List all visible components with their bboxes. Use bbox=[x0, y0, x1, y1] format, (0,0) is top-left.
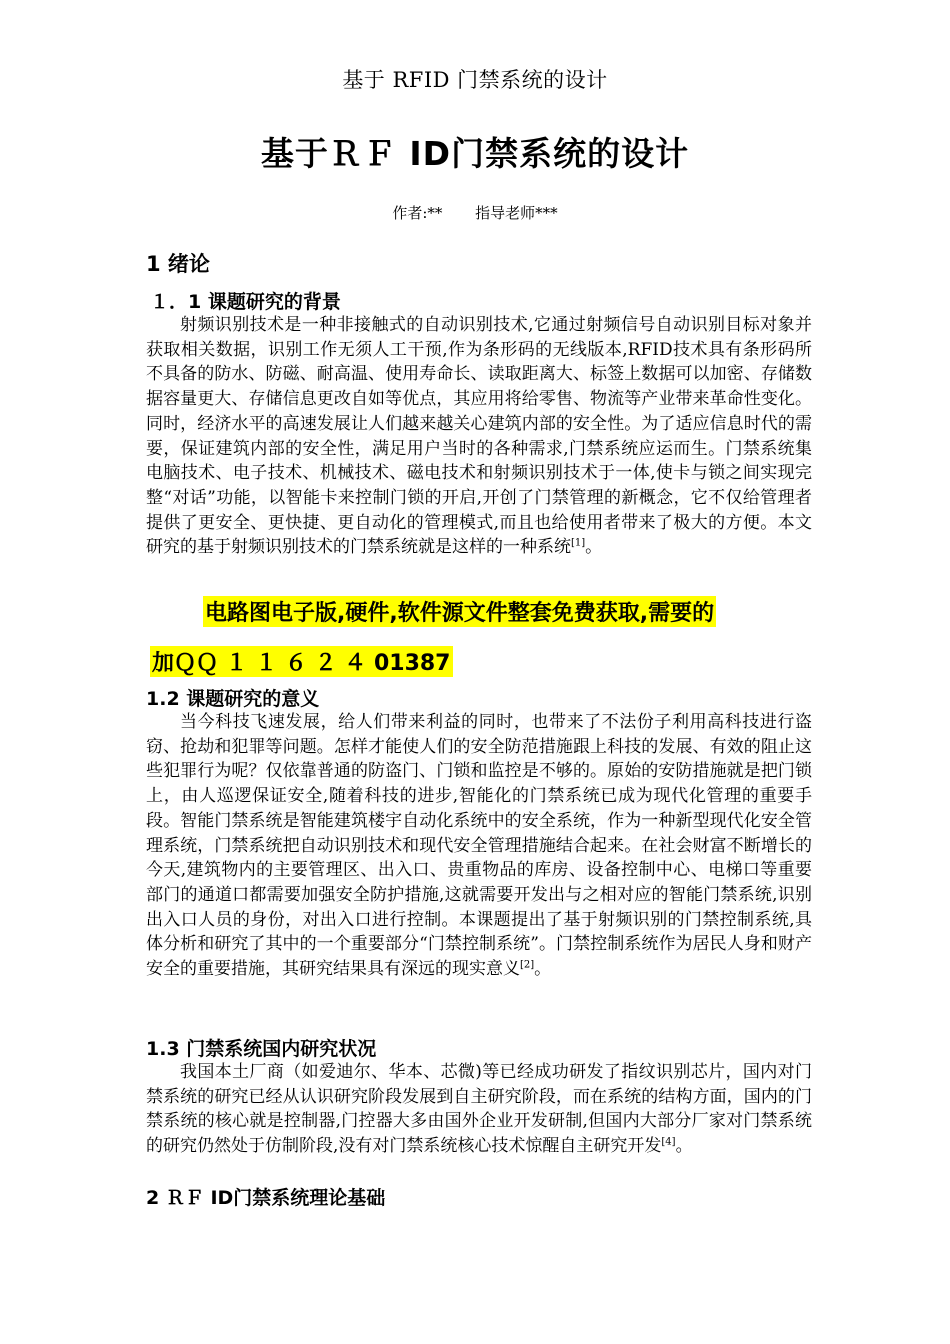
promo-line-1: 电路图电子版,硬件,软件源文件整套免费获取,需要的 bbox=[203, 596, 716, 627]
author-line bbox=[0, 202, 950, 223]
paragraph-end: 。 bbox=[534, 959, 552, 980]
section-heading-1-3: 1.3 门禁系统国内研究状况 bbox=[146, 1038, 377, 1060]
running-header: 基于 RFID 门禁系统的设计 bbox=[342, 68, 608, 92]
paragraph-domestic-status bbox=[146, 1060, 812, 1159]
paragraph-end: 。 bbox=[585, 537, 603, 558]
citation-ref: [1] bbox=[571, 537, 586, 549]
paragraph-text: 当今科技飞速发展，给人们带来利益的同时，也带来了不法份子利用高科技进行盗窃、抢劫和犯罪等问题。怎样才能使人们的安全防范措施跟上科技的发展、有效的阻止这些犯罪行为呢？仅依靠普通的防盗门、门锁和监控是不够的。原始的安防措施就是把门锁上，由人巡逻保证安全,随着科技的进步,智能化的门禁系统已成为现代化管理的重要手段。智能门禁系统是智能建筑楼宇自动化系统中的安全系统，作为一种新型现代化安全管理系统，门禁系统把自动识别技术和现代安全管理措施结合起来。在社会财富不断增长的今天,建筑物内的主要管理区、出入口、贵重物品的库房、设备控制中心、电梯口等重要部门的通道口都需要加强安全防护措施,这就需要开发出与之相对应的智能门禁系统,识别出入口人员的身份，对出入口进行控制。本课题提出了基于射频识别的门禁控制系统,具体分析和研究了其中的一个重要部分“门禁控制系统”。门禁控制系统作为居民人身和财产安全的重要措施，其研究结果具有深远的现实意义 bbox=[146, 712, 812, 980]
promo-line-2: 加ＱＱ １ １ ６ ２ ４ 01387 bbox=[150, 646, 453, 677]
author-name: 作者:** bbox=[392, 204, 443, 222]
paragraph-significance bbox=[146, 710, 812, 982]
paragraph-end: 。 bbox=[675, 1136, 693, 1157]
citation-ref: [2] bbox=[520, 959, 535, 971]
paragraph-text: 射频识别技术是一种非接触式的自动识别技术,它通过射频信号自动识别目标对象并获取相关数据，识别工作无须人工干预,作为条形码的无线版本,RFID技术具有条形码所不具备的防水、防磁、耐高温、使用寿命长、读取距离大、标签上数据可以加密、存储数据容量更大、存储信息更改自如等优点，其应用将给零售、物流等产业带来革命性变化。同时，经济水平的高速发展让人们越来越关心建筑内部的安全性。为了适应信息时代的需要，保证建筑内部的安全性，满足用户当时的各种需求,门禁系统应运而生。门禁系统集电脑技术、电子技术、机械技术、磁电技术和射频识别技术于一体,使卡与锁之间实现完整“对话”功能，以智能卡来控制门锁的开启,开创了门禁管理的新概念，它不仅给管理者提供了更安全、更快捷、更自动化的管理模式,而且也给使用者带来了极大的方便。本文研究的基于射频识别技术的门禁系统就是这样的一种系统 bbox=[146, 315, 812, 558]
section-heading-1-2: 1.2 课题研究的意义 bbox=[146, 688, 320, 710]
paragraph-background bbox=[146, 313, 812, 560]
section-heading-2: 2 ＲＦ ID门禁系统理论基础 bbox=[146, 1187, 386, 1209]
section-heading-1: 1 绪论 bbox=[146, 252, 210, 276]
paragraph-text: 我国本土厂商（如爱迪尔、华本、芯微)等已经成功研发了指纹识别芯片，国内对门禁系统的研究已经从认识研究阶段发展到自主研究阶段，而在系统的结构方面，国内的门禁系统的核心就是控制器,门控器大多由国外企业开发研制,但国内大部分厂家对门禁系统的研究仍然处于仿制阶段,没有对门禁系统核心技术惊醒自主研究开发 bbox=[146, 1062, 812, 1157]
advisor-name: 指导老师*** bbox=[475, 204, 558, 222]
document-title: 基于ＲＦ ID门禁系统的设计 bbox=[260, 134, 690, 173]
section-heading-1-1: １．1 课题研究的背景 bbox=[150, 291, 341, 313]
citation-ref: [4] bbox=[661, 1136, 676, 1148]
